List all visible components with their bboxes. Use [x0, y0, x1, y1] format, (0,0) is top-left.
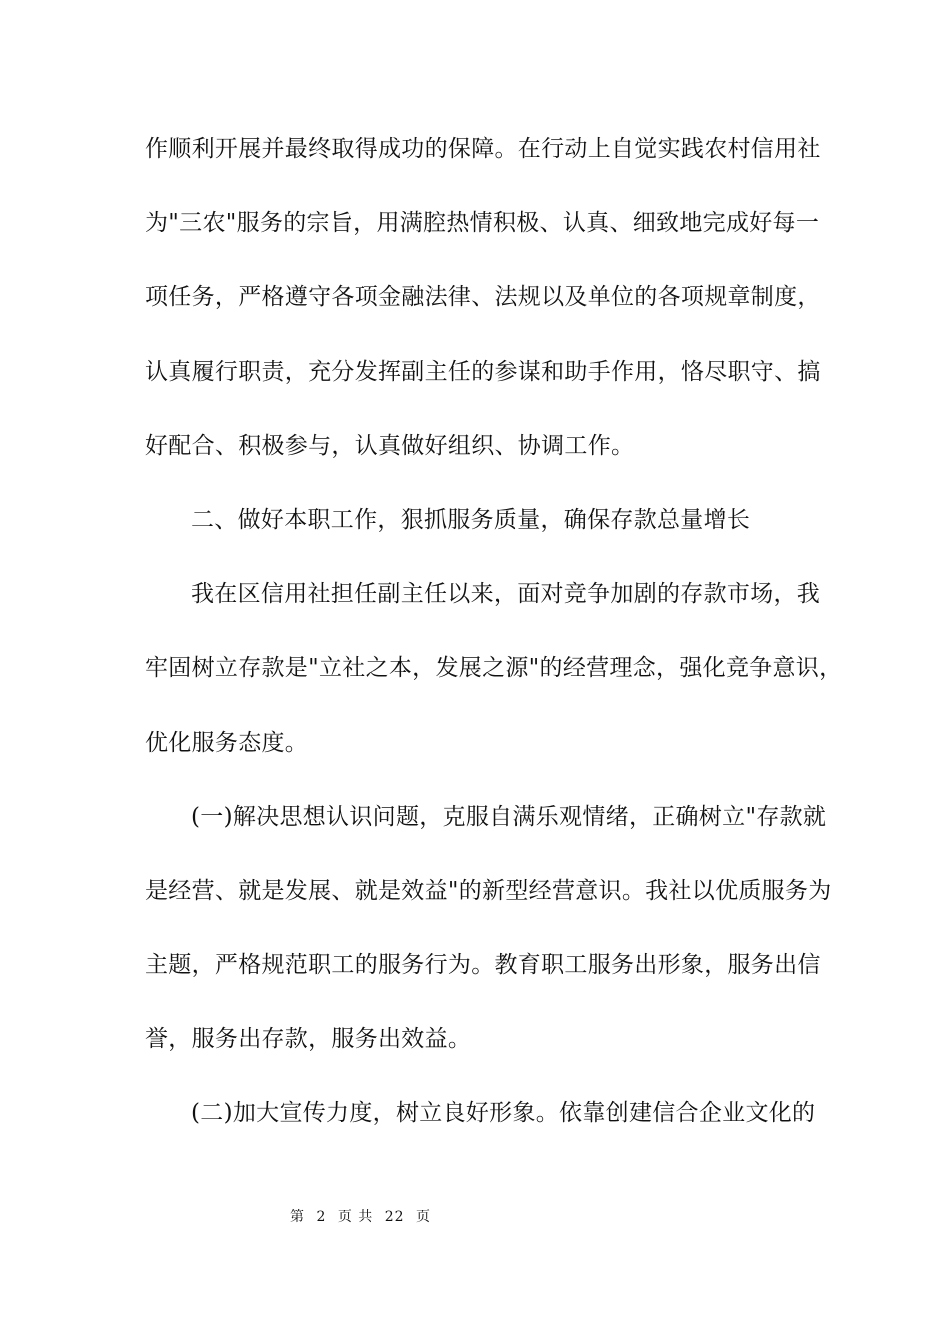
text-line: (一)解决思想认识问题，克服自满乐观情绪，正确树立"存款就 — [191, 803, 827, 830]
footer-middle: 页 共 — [337, 1209, 374, 1225]
total-pages: 22 — [384, 1209, 405, 1225]
footer-prefix: 第 — [290, 1209, 305, 1225]
text-line: 誉，服务出存款，服务出效益。 — [145, 1026, 472, 1053]
page-number: 2 — [316, 1209, 327, 1225]
section-heading: 二、做好本职工作，狠抓服务质量，确保存款总量增长 — [191, 506, 751, 533]
text-line: 主题，严格规范职工的服务行为。教育职工服务出形象，服务出信 — [145, 952, 821, 979]
text-line: 为"三农"服务的宗旨，用满腔热情积极、认真、细致地完成好每一 — [145, 210, 820, 237]
text-line: 是经营、就是发展、就是效益"的新型经营意识。我社以优质服务为 — [145, 877, 832, 904]
footer-suffix: 页 — [416, 1209, 432, 1225]
text-line: 我在区信用社担任副主任以来，面对竞争加剧的存款市场，我 — [191, 581, 821, 608]
text-line: 作顺利开展并最终取得成功的保障。在行动上自觉实践农村信用社 — [145, 136, 821, 162]
text-line: 项任务，严格遵守各项金融法律、法规以及单位的各项规章制度， — [145, 284, 821, 311]
text-line: 好配合、积极参与，认真做好组织、协调工作。 — [145, 432, 635, 459]
body-text — [145, 134, 843, 1173]
text-line: (二)加大宣传力度，树立良好形象。依靠创建信合企业文化的 — [191, 1100, 816, 1127]
text-line: 牢固树立存款是"立社之本，发展之源"的经营理念，强化竞争意识， — [145, 655, 843, 682]
text-line: 认真履行职责，充分发挥副主任的参谋和助手作用，恪尽职守、搞 — [145, 358, 821, 385]
page-footer — [0, 1207, 950, 1227]
text-line: 优化服务态度。 — [145, 729, 309, 756]
